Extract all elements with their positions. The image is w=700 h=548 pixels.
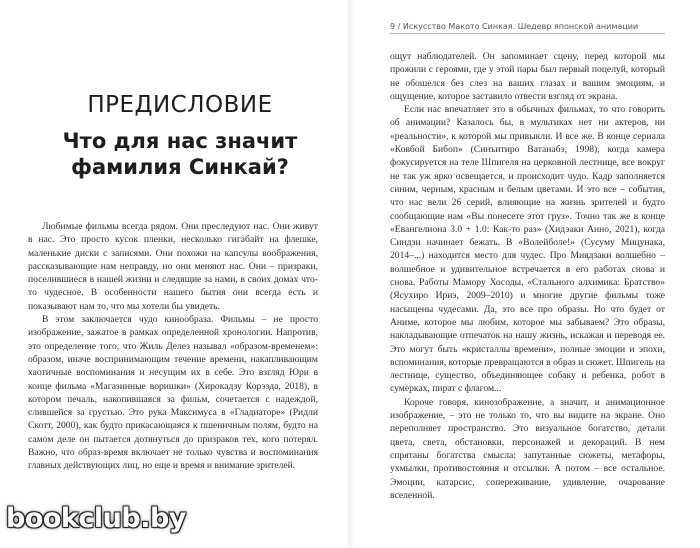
paragraph: Если нас впечатляет это в обычных фильмах, то что говорить об анимации? Казалось бы, в мультиках нет ни актеров, ни «реальности», к которой мы привыкли. И все же. В конце сериала «Ковбой Бибоп» (Синъитиро Ватанабэ, 1998), когда камера фокусируется на теле Шпигеля на церковной лестнице, все вокруг не так уж ярко освещается, и происходит чудо. Кадр заполняется синим, черным, красным и белым цветами. И это все – события, что нас вели 26 серий, влияющие на жизнь зрителей и будто сообщающие нам «Вы понесете этот груз». Точно так же в конце «Евангелиона 3.0 + 1.0: Как-то раз» (Хидэаки Анно, 2021), когда Синдзи начинает бежать. В «Волейболе!» (Сусуму Мицунака, 2014–...) находится место для чудес. Про Миядзаки волшебно – волшебное и удивительное встречается в его работах снова и снова. Работы Мамору Хосоды, «Стального алхимика: Братство» (Ясухиро Ириэ, 2009–2010) и многие другие фильмы тоже насыщены чудесами. Да, это все про образы. Но что будет от Аниме, которое мы любим, которое мы забываем? Это образы, накладывающие отпечаток на нашу жизнь, искажая и переводя ее. Это могут быть «кристаллы времени», полные эмоции и эпохи, вспоминания, которые превращаются в образ и сюжет. Шпигель на лестнице, существо, объединяющее собаку и ребенка, робот в сумерках, пират с флагом... bbox=[390, 104, 665, 395]
paragraph: ощут наблюдателей. Он запоминает сцену, перед которой мы прожили с героями, где у этой пары был первый поцелуй, который не обошелся без слез на ваших глазах и вашим эмоциям, и ощущение, которое заставило отвести взгляд от экрана. bbox=[390, 51, 665, 102]
right-page bbox=[350, 0, 700, 548]
watermark-logo: bookclub.by bbox=[6, 503, 186, 534]
left-page-body bbox=[28, 220, 318, 473]
chapter-title: ПРЕДИСЛОВИЕ bbox=[87, 92, 273, 118]
paragraph: В этом заключается чудо кинообраза. Фильмы – не просто изображение, зажатое в рамках определенной хронологии. Напротив, это определение того, что Жиль Делез называл «образом-временем»: образом, иначе воспринимающим течение времени, накапливающим хаотичные воспоминания и несущим их в себе. Это взгляд Юри в конце фильма «Магазинные воришки» (Хирокадзу Корээда, 2018), в котором печаль, накопившаяся за фильм, сочетается с надеждой, слившейся за грустью. Это рука Максимуса в «Гладиаторе» (Ридли Скотт, 2000), как будто прикасающаяся к пшеничным полям, будто на самом деле он пытается дотянуться до призраков тех, кого потерял. Важно, что образ-время включает не только чувства и воспоминания главных действующих лиц, но еще и время и внимание зрителей. bbox=[28, 314, 318, 472]
running-header: 9 / Искусство Макото Синкая. Шедевр японской анимации bbox=[390, 22, 665, 34]
chapter-subtitle: Что для нас значит фамилия Синкай? bbox=[62, 129, 298, 179]
paragraph: Короче говоря, кинозображение, а значит, и анимационное изображение, – это не только то, что вы видите на экране. Оно переполняет пространство. Это визуальное богатство, детали цвета, света, обстановки, персонажей и декораций. В нем спрятаны богатства смысла: запутанные сюжеты, метафоры, ухмылки, противостояния и отсылки. А потом – все остальное. Эмоции, катарсис, сопереживание, удивление, очарование вселенной. bbox=[390, 396, 665, 501]
right-page-body bbox=[390, 50, 665, 502]
paragraph: Любимые фильмы всегда рядом. Они преследуют нас. Они живут в нас. Это просто кусок пленки, несколько гигабайт на флешке, маленькие диски с записями. Они похожи на капсулы воображения, рассказывающие нам неправду, но они меняют нас. Они – призраки, поселившиеся в нашей жизни и следящие за нами, в своих домах что-то чудесное. В особенности нашего бытия они всегда есть и показывают нам то, что мы хотели бы увидеть. bbox=[28, 221, 318, 312]
